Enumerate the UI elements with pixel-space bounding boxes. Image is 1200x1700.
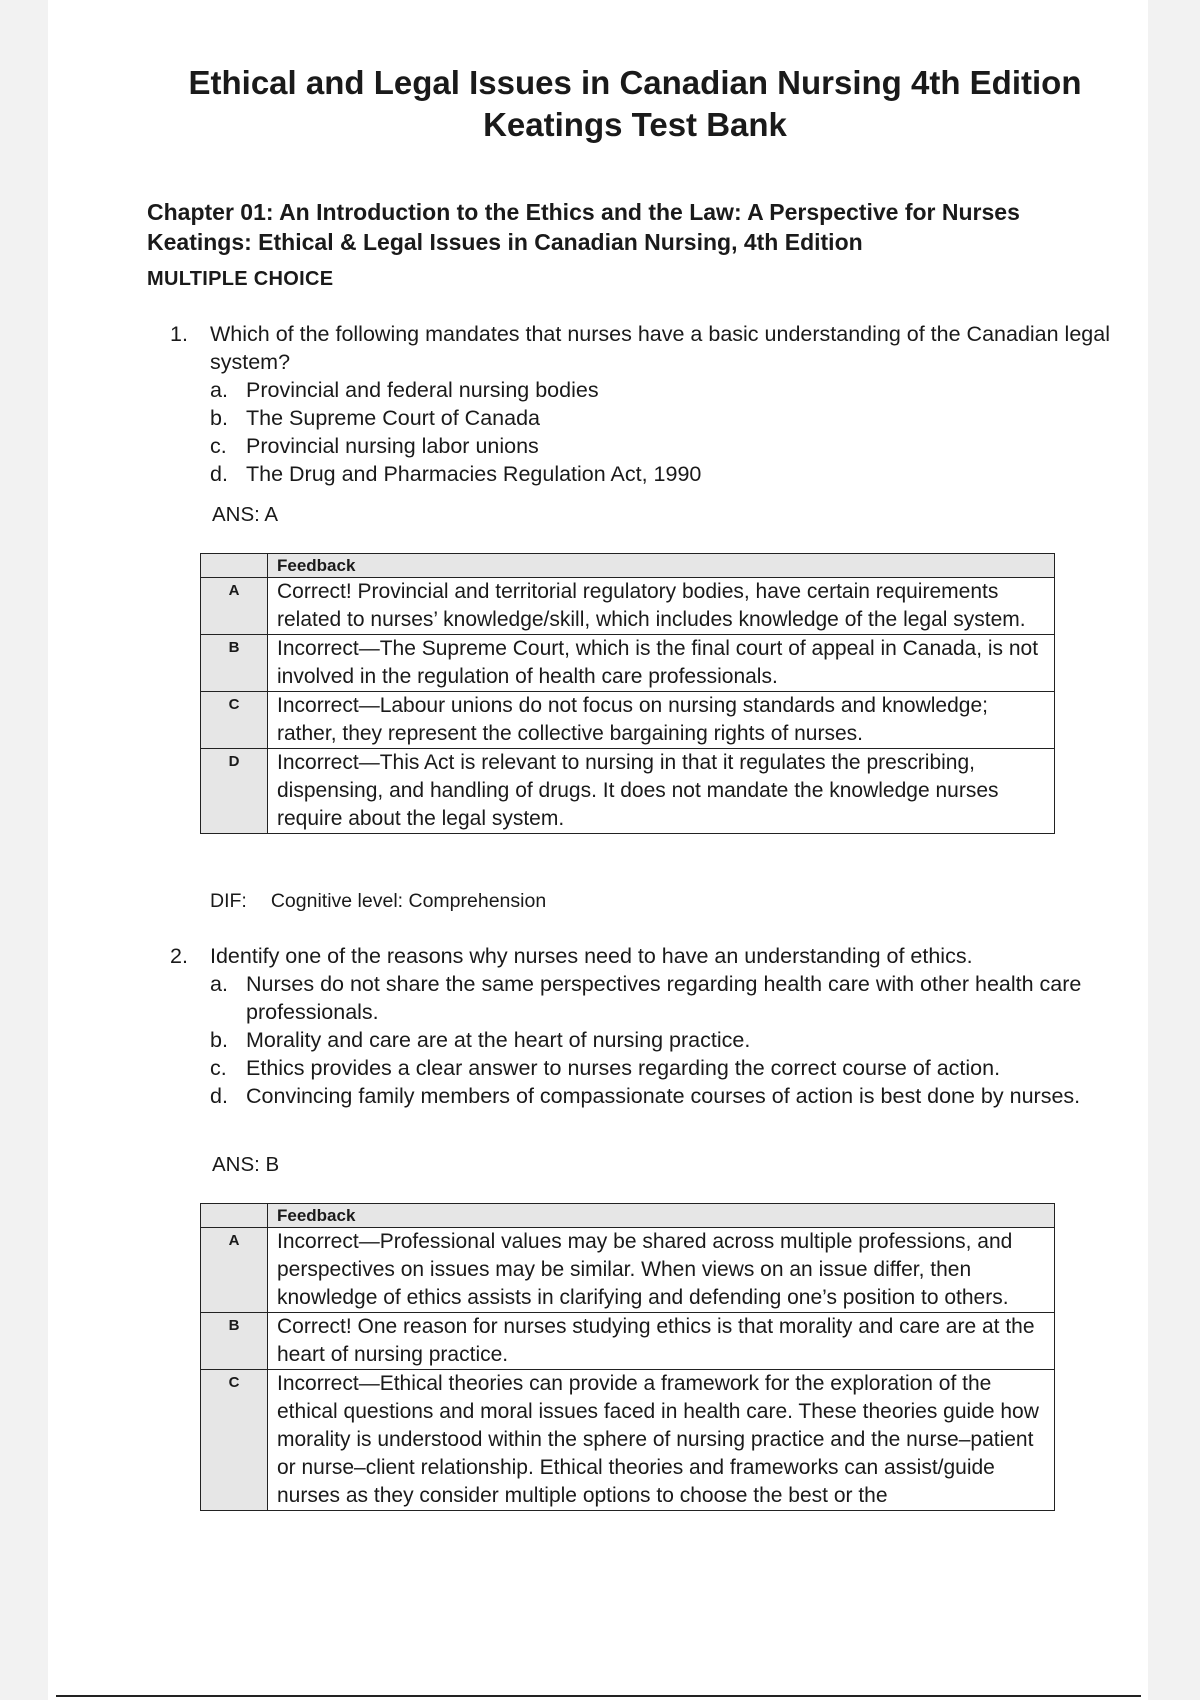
feedback-text: Incorrect—Labour unions do not focus on nursing standards and knowledge; rather, they represent the collective bargaining rights of nurses. [268,692,1055,749]
feedback-header: Feedback [268,1204,1055,1228]
section-heading: MULTIPLE CHOICE [147,268,334,290]
option-letter: c. [210,434,227,458]
feedback-text: Correct! One reason for nurses studying ethics is that morality and care are at the heart of nursing practice. [268,1313,1055,1370]
option-text: The Drug and Pharmacies Regulation Act, 1990 [246,462,702,486]
dif-label: DIF: [210,890,247,912]
option-letter: a. [210,972,228,996]
question-number: 1. [170,322,188,346]
option-d [210,460,1130,488]
table-row [201,1313,1055,1370]
option-text: Morality and care are at the heart of nursing practice. [246,1028,751,1052]
feedback-letter: A [201,578,268,635]
answer-key-1: ANS: A [212,503,279,526]
chapter-line-2: Keatings: Ethical & Legal Issues in Canadian Nursing, 4th Edition [147,229,863,255]
option-letter: b. [210,1028,228,1052]
chapter-line-1: Chapter 01: An Introduction to the Ethics and the Law: A Perspective for Nurses [147,199,1020,225]
title-line-1: Ethical and Legal Issues in Canadian Nursing 4th Edition [188,64,1082,101]
feedback-text: Incorrect—The Supreme Court, which is the final court of appeal in Canada, is not involved in the regulation of health care professionals. [268,635,1055,692]
table-row [201,692,1055,749]
feedback-letter: B [201,1313,268,1370]
option-a [210,970,1130,1026]
option-a [210,376,1130,404]
option-c [210,1054,1130,1082]
option-letter: b. [210,406,228,430]
document-title [0,62,1200,146]
feedback-table-2 [200,1203,1055,1511]
option-letter: a. [210,378,228,402]
feedback-letter: B [201,635,268,692]
option-c [210,432,1130,460]
question-stem: Identify one of the reasons why nurses need to have an understanding of ethics. [210,944,973,968]
difficulty-line [210,890,546,913]
feedback-text: Incorrect—Ethical theories can provide a framework for the exploration of the ethical questions and moral issues faced in health care. These theories guide how morality is understood within the sphere of nursing practice and the nurse–patient or nurse–client relationship. Ethical theories and frameworks can assist/guide nurses as they consider multiple options to choose the best or the [268,1370,1055,1511]
feedback-corner-cell [201,554,268,578]
option-text: Provincial and federal nursing bodies [246,378,599,402]
feedback-letter: A [201,1228,268,1313]
table-row [201,1370,1055,1511]
feedback-letter: C [201,692,268,749]
feedback-text: Correct! Provincial and territorial regulatory bodies, have certain requirements related to nurses’ knowledge/skill, which includes knowledge of the legal system. [268,578,1055,635]
page-bottom-rule [56,1695,1141,1697]
option-letter: c. [210,1056,227,1080]
feedback-letter: D [201,749,268,834]
feedback-text: Incorrect—Professional values may be shared across multiple professions, and perspectives on issues may be similar. When views on an issue differ, then knowledge of ethics assists in clarifying and defending one’s position to others. [268,1228,1055,1313]
table-row [201,578,1055,635]
dif-value: Cognitive level: Comprehension [270,890,547,912]
feedback-table-1 [200,553,1055,834]
answer-key-2: ANS: B [212,1153,280,1176]
option-b [210,404,1130,432]
option-text: Convincing family members of compassionate courses of action is best done by nurses. [246,1084,1081,1108]
title-line-2: Keatings Test Bank [483,106,787,143]
feedback-header: Feedback [268,554,1055,578]
option-letter: d. [210,1084,228,1108]
feedback-corner-cell [201,1204,268,1228]
option-text: Nurses do not share the same perspectives regarding health care with other health care professionals. [246,972,1082,1024]
table-row [201,635,1055,692]
option-d [210,1082,1130,1110]
option-letter: d. [210,462,228,486]
option-text: Ethics provides a clear answer to nurses regarding the correct course of action. [246,1056,1001,1080]
question-1 [170,320,1130,488]
question-stem: Which of the following mandates that nurses have a basic understanding of the Canadian legal system? [210,322,1110,374]
table-row [201,1228,1055,1313]
feedback-text: Incorrect—This Act is relevant to nursing in that it regulates the prescribing, dispensing, and handling of drugs. It does not mandate the knowledge nurses require about the legal system. [268,749,1055,834]
feedback-letter: C [201,1370,268,1511]
table-row [201,749,1055,834]
option-b [210,1026,1130,1054]
option-text: Provincial nursing labor unions [246,434,539,458]
question-2 [170,942,1130,1110]
option-text: The Supreme Court of Canada [246,406,540,430]
question-number: 2. [170,944,188,968]
chapter-heading [147,197,1020,257]
